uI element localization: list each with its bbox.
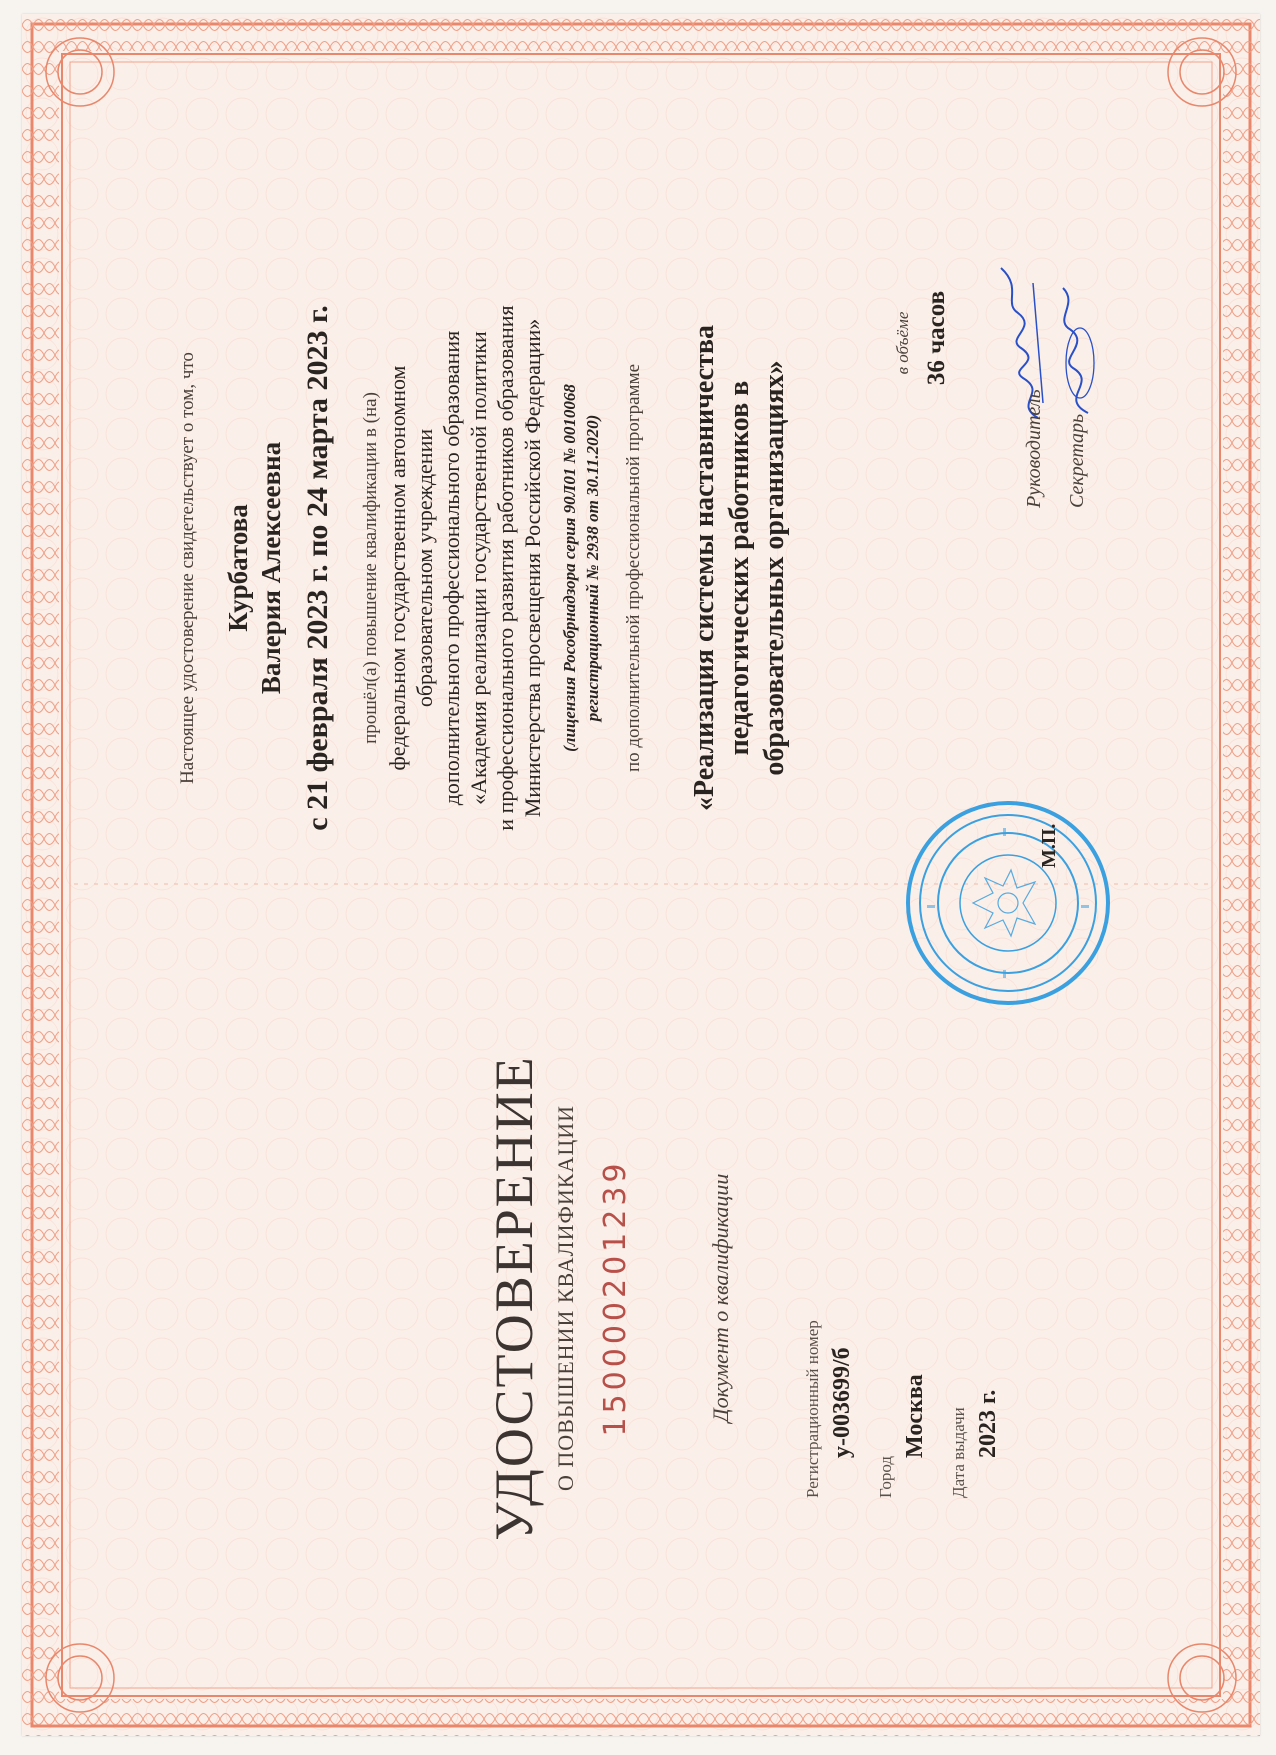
program-line: «Реализация системы наставничества xyxy=(689,325,720,811)
institution-line: «Академия реализации государственной политики xyxy=(466,331,491,805)
program-title xyxy=(687,158,792,978)
passed-line: прошёл(а) повышение квалификации в (на) xyxy=(360,392,381,744)
license-info xyxy=(558,158,604,978)
cover-page xyxy=(103,978,1113,1618)
license-line: регистрационный № 2938 от 30.11.2020) xyxy=(583,414,602,722)
institution-text xyxy=(357,158,546,978)
program-line: педагогических работников в xyxy=(724,380,755,756)
certificate-page xyxy=(103,158,1113,978)
rotated-content xyxy=(103,118,1113,1678)
certificate-sheet xyxy=(22,14,1260,1736)
issue-date-label: Дата выдачи xyxy=(949,1407,968,1498)
intro-text: Настоящее удостоверение свидетельствует о том, что xyxy=(177,352,198,784)
volume-hours: 36 часов xyxy=(923,290,950,386)
secretary-label: Секретарь xyxy=(1066,413,1088,508)
head-label: Руководитель xyxy=(1023,389,1045,508)
city-label: Город xyxy=(876,1456,895,1498)
document-subtitle: О ПОВЫШЕНИИ КВАЛИФИКАЦИИ xyxy=(553,1105,578,1491)
serial-number: 150000201239 xyxy=(598,1159,633,1437)
registration-number: у-003699/б xyxy=(829,1347,855,1458)
city: Москва xyxy=(902,1374,928,1458)
license-line: (лицензия Рособрнадзора серия 90Л01 № 0010068 xyxy=(560,384,579,752)
institution-line: образовательном учреждении xyxy=(412,428,437,708)
institution-line: дополнительного профессионального образования xyxy=(439,330,464,806)
document-type: Документ о квалификации xyxy=(708,1173,733,1423)
registration-block xyxy=(803,1098,1022,1498)
document-title: УДОСТОВЕРЕНИЕ xyxy=(484,1055,544,1541)
stamp-mark: М.П. xyxy=(1038,823,1060,868)
institution-line: и профессионального развития работников образования xyxy=(493,305,518,831)
official-seal-icon xyxy=(903,798,1113,1008)
institution-line: Министерства просвещения Российской Федерации» xyxy=(520,318,545,818)
holder-surname: Курбатова xyxy=(223,504,253,632)
registration-label: Регистрационный номер xyxy=(803,1320,822,1498)
issue-date: 2023 г. xyxy=(975,1389,1001,1458)
volume-label: в объёме xyxy=(893,311,912,375)
institution-line: федеральном государственном автономном xyxy=(385,365,410,771)
holder-given-names: Валерия Алексеевна xyxy=(256,441,286,695)
program-label: по дополнительной профессиональной программе xyxy=(623,363,644,773)
program-line: образовательных организациях» xyxy=(759,360,790,776)
training-period: с 21 февраля 2023 г. по 24 марта 2023 г. xyxy=(301,305,334,831)
